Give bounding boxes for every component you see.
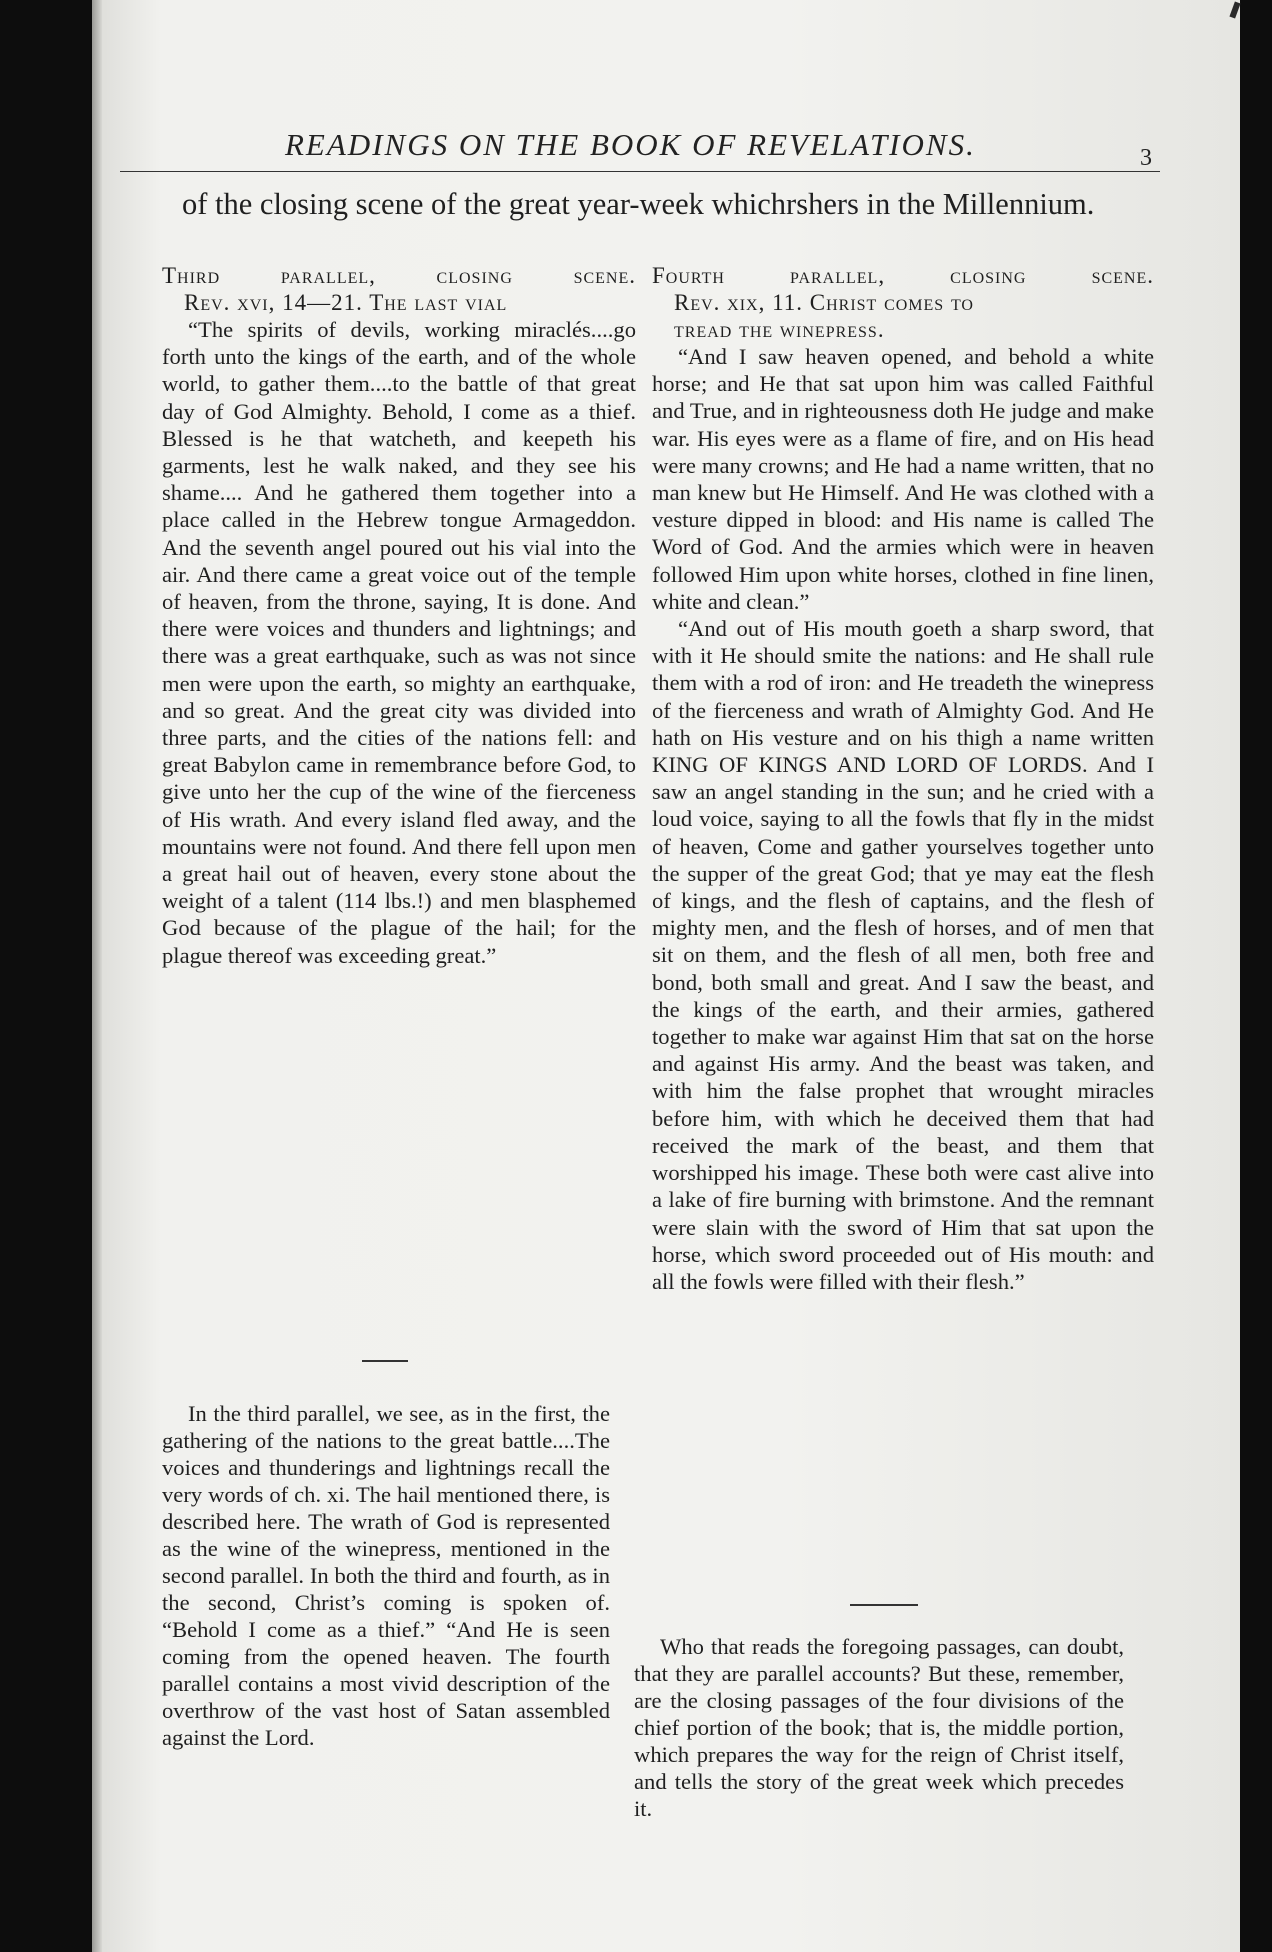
left-column — [162, 262, 636, 969]
right-divider — [850, 1604, 918, 1606]
running-head: READINGS ON THE BOOK OF REVELATIONS. — [285, 127, 976, 162]
commentary-right — [634, 1633, 1124, 1822]
commentary-left-text: In the third parallel, we see, as in the first, the gathering of the nations to the great battle....The voices and thunderings and lightnings recall the very words of ch. xi. The hail mentioned there, is described here. The wrath of God is represented as the wine of the winepress, mentioned in the second parallel. In both the third and fourth, as in the second, Christ’s coming is spoken of. “Behold I come as a thief.” “And He is seen coming from the opened heaven. The fourth parallel contains a most vivid description of the overthrow of the vast host of Satan assembled against the Lord. — [162, 1401, 610, 1750]
right-quote-1: “And I saw heaven opened, and behold a white horse; and He that sat upon him was called Faithful and True, and in righteousness doth He judge and make war. His eyes were as a flame of fire, and on His head were many crowns; and He had a name written, that no man knew but He Himself. And He was clothed with a vesture dipped in blood: and His name is called The Word of God. And the armies which were in heaven followed Him upon white horses, clothed in fine linen, white and clean.” — [652, 344, 1155, 614]
page-header — [120, 123, 1160, 172]
right-quote-2: “And out of His mouth goeth a sharp sword, that with it He should smite the nations: and He shall rule them with a rod of iron: and He treadeth the winepress of the fierceness and wrath of Almighty God. And He hath on His vesture and on his thigh a name written KING OF KINGS AND LORD OF LORDS. And I saw an angel standing in the sun; and he cried with a loud voice, saying to all the fowls that fly in the midst of heaven, Come and gather yourselves together unto the supper of the great God; that ye may eat the flesh of kings, and the flesh of captains, and the flesh of mighty men, and the flesh of horses, and of men that sit on them, and the flesh of all men, both free and bond, both small and great. And I saw the beast, and the kings of the earth, and their armies, gathered together to make war against Him that sat on the horse and against His army. And the beast was taken, and with him the false prophet that wrought miracles before him, with which he deceived them that had received the mark of the beast, and them that worshipped his image. These both were cast alive into a lake of fire burning with brimstone. And the remnant were slain with the sword of Him that sat upon the horse, which sword proceeded out of His mouth: and all the fowls were filled with their flesh.” — [652, 616, 1154, 1294]
left-heading-line2: Rev. xvi, 14—21. The last vial — [184, 290, 508, 315]
right-heading-line2: Rev. xix, 11. Christ comes to — [674, 290, 974, 315]
commentary-right-text: Who that reads the foregoing passages, can doubt, that they are parallel accounts? But these, remember, are the closing passages of the four divisions of the chief portion of the book; that is, the middle portion, which prepares the way for the reign of Christ itself, and tells the story of the great week which precedes it. — [634, 1634, 1124, 1821]
left-quote: “The spirits of devils, working miraclés....go forth unto the kings of the earth, and of the whole world, to gather them....to the battle of that great day of God Almighty. Behold, I come as a thief. Blessed is he that watcheth, and keepeth his garments, lest he walk naked, and they see his shame.... And he gathered them together into a place called in the Hebrew tongue Armageddon. And the seventh angel poured out his vial into the air. And there came a great voice out of the temple of heaven, from the throne, saying, It is done. And there were voices and thunders and lightnings; and there was a great earthquake, such as was not since men were upon the earth, so mighty an earthquake, and so great. And the great city was divided into three parts, and the cities of the nations fell: and great Babylon came in remembrance before God, to give unto her the cup of the wine of the fierceness of His wrath. And every island fled away, and the mountains were not found. And there fell upon men a great hail out of heaven, every stone about the weight of a talent (114 lbs.!) and men blasphemed God because of the plague of the hail; for the plague thereof was exceeding great.” — [162, 317, 636, 968]
right-column — [652, 262, 1154, 1295]
page-number: 3 — [1140, 145, 1152, 171]
commentary-left — [162, 1400, 610, 1751]
right-heading-line1: Fourth parallel, closing scene. — [652, 263, 1154, 288]
left-heading-line1: Third parallel, closing scene. — [162, 263, 636, 288]
left-divider — [362, 1360, 408, 1362]
page-edge — [92, 0, 102, 1952]
intro-text: of the closing scene of the great year-week whichrshers in the Millennium. — [182, 187, 1095, 221]
right-heading-line3: tread the winepress. — [674, 317, 885, 342]
